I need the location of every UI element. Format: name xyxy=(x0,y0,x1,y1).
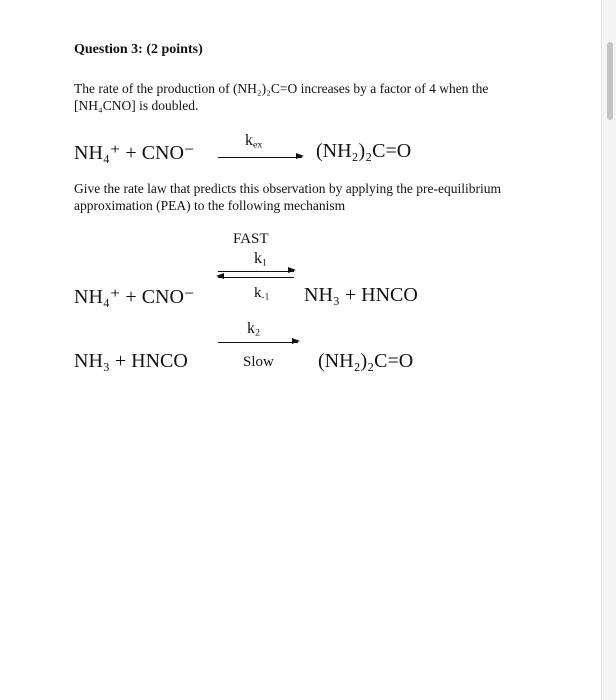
overall-product: (NH₂)₂C=O xyxy=(316,140,412,162)
step2-reactants: NH₃ + HNCO xyxy=(74,350,188,372)
vertical-scrollbar[interactable] xyxy=(601,0,616,700)
step1-products: NH₃ + HNCO xyxy=(304,284,418,306)
step1-reactants: NH₄⁺ + CNO⁻ xyxy=(74,286,195,308)
step2-forward-constant: $k_2$ xyxy=(247,320,260,339)
overall-rate-constant: $k_{ex}$ xyxy=(245,132,263,151)
instruction-line-2: approximation (PEA) to the following mechanism xyxy=(74,198,346,213)
scrollbar-thumb[interactable] xyxy=(607,42,613,120)
overall-reactants: NH₄⁺ + CNO⁻ xyxy=(74,142,195,164)
step1-forward-constant: $k_1$ xyxy=(254,250,267,269)
question-title: Question 3: (2 points) xyxy=(74,42,203,57)
step2-rate-label: Slow xyxy=(243,354,274,370)
overall-reaction-arrow xyxy=(218,157,302,158)
intro-line-2: [NH₄CNO] is doubled. xyxy=(74,98,199,113)
intro-line-1: The rate of the production of (NH₂)₂C=O increases by a factor of 4 when the xyxy=(74,81,489,96)
step2-products: (NH₂)₂C=O xyxy=(318,350,414,372)
step2-forward-arrow xyxy=(218,342,298,343)
instruction-line-1: Give the rate law that predicts this observation by applying the pre-equilibrium xyxy=(74,181,502,196)
question-intro xyxy=(74,80,488,114)
step1-forward-arrow xyxy=(218,271,294,272)
step1-rate-label: FAST xyxy=(233,231,269,247)
question-instruction xyxy=(74,180,501,214)
step1-reverse-constant: $k_{-1}$ xyxy=(254,285,270,303)
step1-reverse-arrow xyxy=(218,277,294,278)
